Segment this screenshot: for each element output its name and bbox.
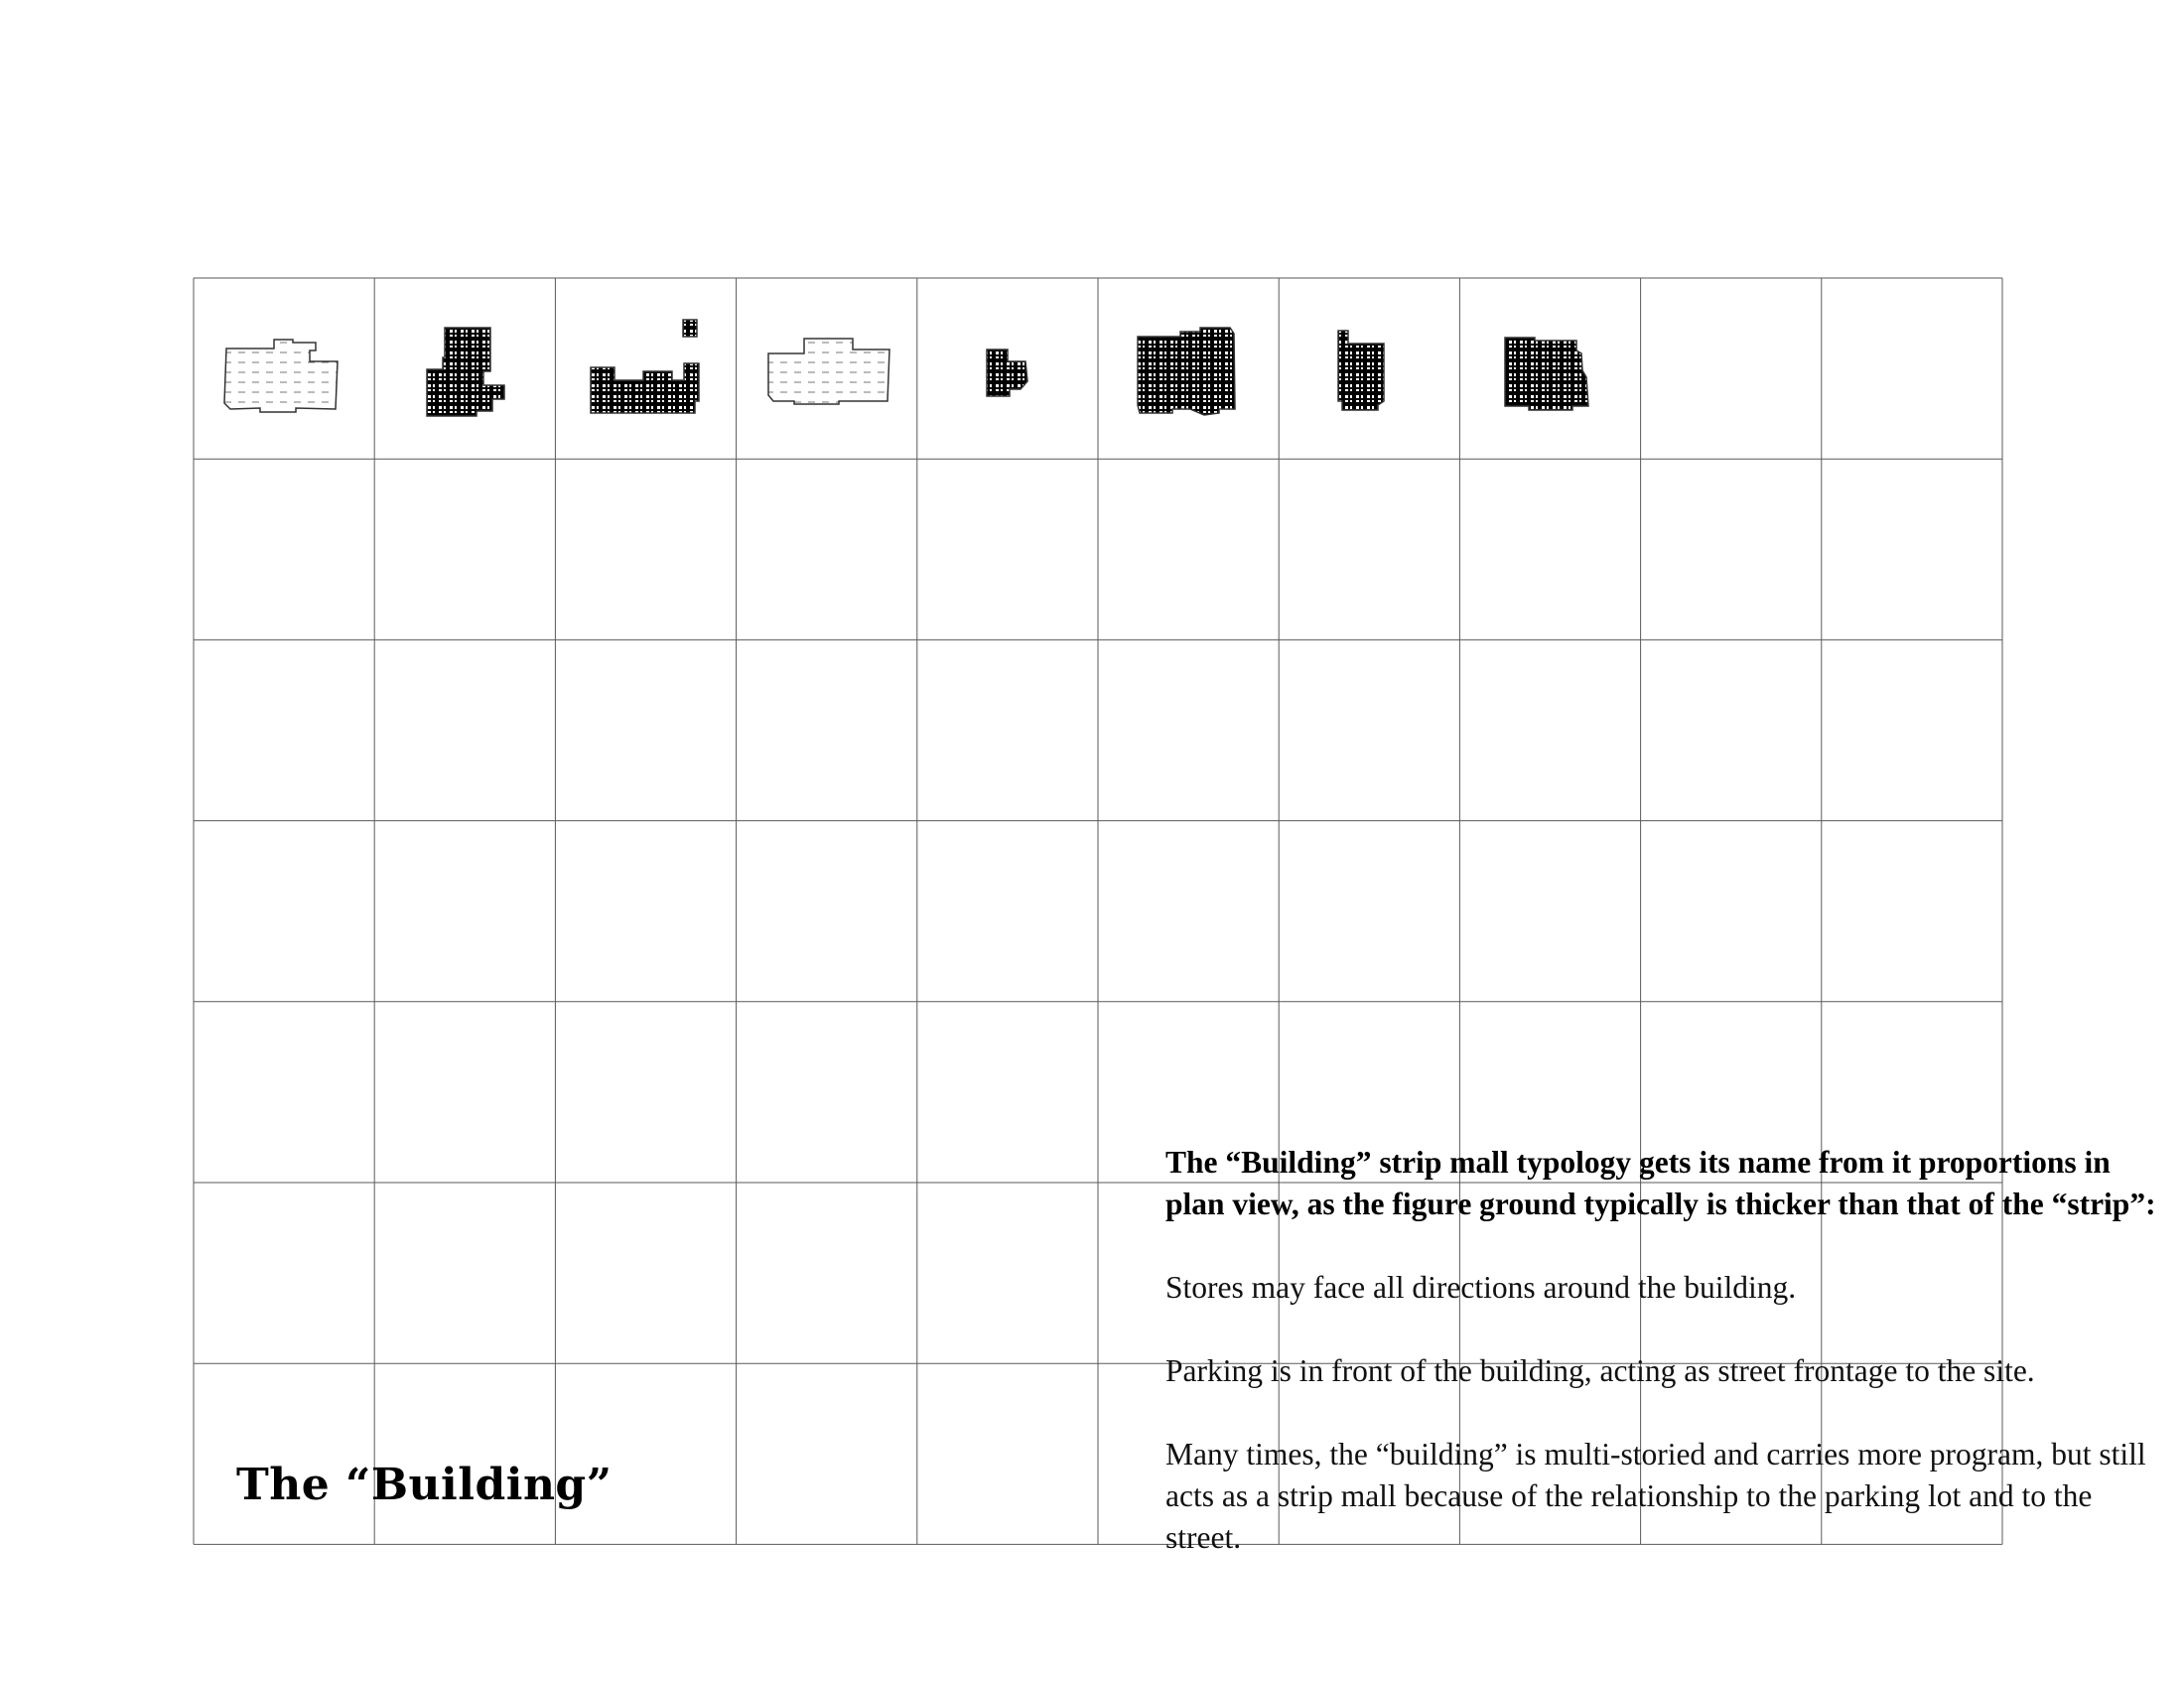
figure-plan-1 xyxy=(224,340,338,412)
figure-plan-2 xyxy=(427,328,504,416)
multistory-paragraph: Many times, the “building” is multi-storied and carries more program, but still acts as a strip mall because of the relationship to the parking lot and to the street. xyxy=(1165,1437,2146,1555)
description-text xyxy=(1165,1142,2158,1601)
parking-paragraph: Parking is in front of the building, acting as street frontage to the site. xyxy=(1165,1353,2035,1388)
figure-ground-plans xyxy=(224,320,1588,416)
figure-plan-5 xyxy=(987,350,1027,396)
figure-plan-8 xyxy=(1505,338,1588,410)
figure-plan-7 xyxy=(1338,331,1384,410)
figure-plan-3b xyxy=(683,320,697,337)
figure-plan-4 xyxy=(768,339,889,404)
page-title: The “Building” xyxy=(236,1460,613,1510)
lead-paragraph: The “Building” strip mall typology gets its name from it proportions in plan view, as the figure ground typically is thicker than that of the “strip”: xyxy=(1165,1145,2156,1221)
figure-plan-3 xyxy=(591,363,699,413)
figure-plan-6 xyxy=(1138,328,1235,415)
stores-paragraph: Stores may face all directions around the building. xyxy=(1165,1270,1797,1305)
